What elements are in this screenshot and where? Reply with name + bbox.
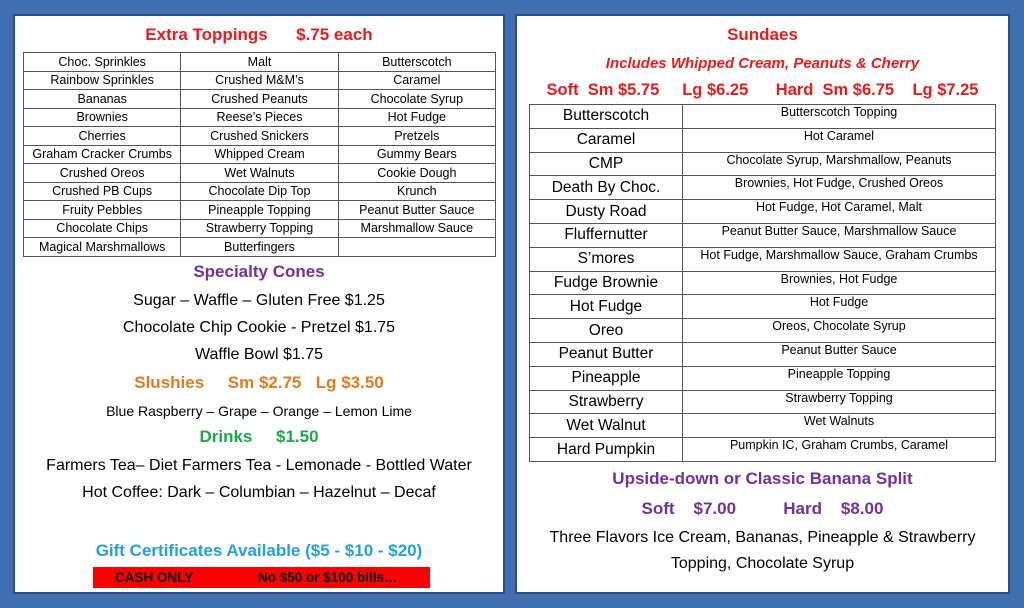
- banana-split-description: Three Flavors Ice Cream, Bananas, Pineapple & Strawberry: [549, 529, 976, 546]
- topping-cell: Pretzels: [338, 127, 495, 146]
- banana-split-description: Topping, Chocolate Syrup: [670, 555, 855, 572]
- cones-title: Specialty Cones: [193, 262, 325, 281]
- slushies-flavors: Blue Raspberry – Grape – Orange – Lemon Lime: [106, 403, 412, 419]
- cash-only-banner: [93, 567, 430, 588]
- table-row: [530, 247, 996, 271]
- topping-cell: Butterscotch: [338, 53, 495, 72]
- table-row: [530, 342, 996, 366]
- table-row: [530, 105, 996, 129]
- sundae-description: Chocolate Syrup, Marshmallow, Peanuts: [683, 152, 996, 176]
- table-row: [530, 366, 996, 390]
- banana-split-title: Upside-down or Classic Banana Split: [612, 469, 913, 488]
- hard-large-price: Lg $7.25: [912, 81, 979, 99]
- topping-cell: Pineapple Topping: [181, 201, 338, 220]
- left-menu-panel: [13, 14, 505, 594]
- table-row: [24, 219, 496, 238]
- topping-cell: Choc. Sprinkles: [24, 53, 181, 72]
- sundae-description: Pumpkin IC, Graham Crumbs, Caramel: [683, 438, 996, 462]
- no-large-bills-label: No $50 or $100 bills…: [258, 570, 398, 585]
- table-row: [530, 152, 996, 176]
- table-row: [24, 145, 496, 164]
- banana-split-prices: [517, 499, 1008, 519]
- topping-cell: Cherries: [24, 127, 181, 146]
- sundae-description: Peanut Butter Sauce, Marshmallow Sauce: [683, 223, 996, 247]
- sundae-description: Brownies, Hot Fudge: [683, 271, 996, 295]
- topping-cell: Brownies: [24, 108, 181, 127]
- cash-only-label: CASH ONLY: [115, 570, 194, 585]
- toppings-table: [23, 52, 496, 257]
- topping-cell: Peanut Butter Sauce: [338, 201, 495, 220]
- sundae-description: Hot Fudge, Hot Caramel, Malt: [683, 200, 996, 224]
- table-row: [24, 201, 496, 220]
- sundaes-title: Sundaes: [727, 25, 798, 44]
- drinks-title: Drinks: [199, 427, 253, 446]
- table-row: [24, 182, 496, 201]
- slushies-large-price: Lg $3.50: [315, 373, 384, 392]
- topping-cell: Crushed M&M’s: [181, 71, 338, 90]
- topping-cell: Krunch: [338, 182, 495, 201]
- sundae-name: Peanut Butter: [530, 342, 683, 366]
- sundae-description: Hot Fudge: [683, 295, 996, 319]
- sundae-name: CMP: [530, 152, 683, 176]
- right-menu-panel: [515, 14, 1010, 594]
- sundae-name: Hot Fudge: [530, 295, 683, 319]
- cones-line: Chocolate Chip Cookie - Pretzel $1.75: [122, 319, 396, 336]
- table-row: [530, 319, 996, 343]
- toppings-price: $.75 each: [296, 25, 373, 44]
- soft-small-price: Sm $5.75: [587, 81, 660, 99]
- sundae-description: Strawberry Topping: [683, 390, 996, 414]
- table-row: [24, 108, 496, 127]
- topping-cell: Chocolate Syrup: [338, 90, 495, 109]
- topping-cell: Fruity Pebbles: [24, 201, 181, 220]
- table-row: [530, 200, 996, 224]
- topping-cell: Magical Marshmallows: [24, 238, 181, 257]
- sundae-description: Oreos, Chocolate Syrup: [683, 319, 996, 343]
- topping-cell: Crushed PB Cups: [24, 182, 181, 201]
- table-row: [530, 438, 996, 462]
- table-row: [24, 53, 496, 72]
- coffee-line: Hot Coffee: Dark – Columbian – Hazelnut – Decaf: [82, 484, 436, 501]
- drinks-heading: [15, 427, 503, 447]
- sundae-description: Butterscotch Topping: [683, 105, 996, 129]
- split-soft-price: Soft $7.00: [641, 499, 737, 518]
- slushies-small-price: Sm $2.75: [227, 373, 302, 392]
- topping-cell: Chocolate Chips: [24, 219, 181, 238]
- table-row: [530, 390, 996, 414]
- table-row: [24, 164, 496, 183]
- slushies-title: Slushies: [134, 373, 205, 392]
- table-row: [24, 238, 496, 257]
- topping-cell: Bananas: [24, 90, 181, 109]
- sundae-name: Death By Choc.: [530, 176, 683, 200]
- sundae-description: Hot Fudge, Marshmallow Sauce, Graham Crumbs: [683, 247, 996, 271]
- soft-large-price: Lg $6.25: [682, 81, 749, 99]
- table-row: [530, 414, 996, 438]
- sundae-description: Pineapple Topping: [683, 366, 996, 390]
- topping-cell: Caramel: [338, 71, 495, 90]
- drinks-line: Farmers Tea– Diet Farmers Tea - Lemonade - Bottled Water: [46, 457, 472, 474]
- sundae-description: Hot Caramel: [683, 128, 996, 152]
- topping-cell: Crushed Peanuts: [181, 90, 338, 109]
- topping-cell: Whipped Cream: [181, 145, 338, 164]
- topping-cell: Reese’s Pieces: [181, 108, 338, 127]
- sundae-description: Wet Walnuts: [683, 414, 996, 438]
- toppings-title: Extra Toppings: [145, 25, 268, 44]
- toppings-heading: [15, 25, 503, 45]
- topping-cell: Cookie Dough: [338, 164, 495, 183]
- sundae-name: Strawberry: [530, 390, 683, 414]
- sundae-name: Wet Walnut: [530, 414, 683, 438]
- hard-small-price: Sm $6.75: [822, 81, 895, 99]
- soft-label: Soft: [546, 81, 579, 99]
- drinks-price: $1.50: [276, 427, 319, 446]
- table-row: [530, 176, 996, 200]
- topping-cell: Butterfingers: [181, 238, 338, 257]
- topping-cell: Gummy Bears: [338, 145, 495, 164]
- topping-cell: Graham Cracker Crumbs: [24, 145, 181, 164]
- cones-line: Sugar – Waffle – Gluten Free $1.25: [133, 292, 385, 309]
- table-row: [24, 90, 496, 109]
- sundae-name: Butterscotch: [530, 105, 683, 129]
- sundae-name: Fudge Brownie: [530, 271, 683, 295]
- table-row: [530, 223, 996, 247]
- sundae-description: Peanut Butter Sauce: [683, 342, 996, 366]
- sundae-name: S’mores: [530, 247, 683, 271]
- table-row: [530, 128, 996, 152]
- topping-cell: Marshmallow Sauce: [338, 219, 495, 238]
- sundae-prices: [517, 81, 1008, 100]
- topping-cell: Chocolate Dip Top: [181, 182, 338, 201]
- split-hard-price: Hard $8.00: [783, 499, 884, 518]
- sundae-description: Brownies, Hot Fudge, Crushed Oreos: [683, 176, 996, 200]
- table-row: [530, 295, 996, 319]
- sundae-name: Hard Pumpkin: [530, 438, 683, 462]
- topping-cell: Wet Walnuts: [181, 164, 338, 183]
- sundaes-subtitle: Includes Whipped Cream, Peanuts & Cherry: [605, 55, 920, 72]
- topping-cell: Hot Fudge: [338, 108, 495, 127]
- sundaes-table: [529, 104, 996, 462]
- sundae-name: Caramel: [530, 128, 683, 152]
- gift-certificates: Gift Certificates Available ($5 - $10 - $20): [95, 541, 423, 560]
- hard-label: Hard: [775, 81, 814, 99]
- sundae-name: Pineapple: [530, 366, 683, 390]
- topping-cell: Rainbow Sprinkles: [24, 71, 181, 90]
- topping-cell: Strawberry Topping: [181, 219, 338, 238]
- topping-cell: [338, 238, 495, 257]
- topping-cell: Crushed Oreos: [24, 164, 181, 183]
- cones-line: Waffle Bowl $1.75: [194, 346, 324, 363]
- sundae-name: Fluffernutter: [530, 223, 683, 247]
- table-row: [530, 271, 996, 295]
- slushies-heading: [15, 373, 503, 393]
- sundae-name: Dusty Road: [530, 200, 683, 224]
- topping-cell: Malt: [181, 53, 338, 72]
- table-row: [24, 127, 496, 146]
- table-row: [24, 71, 496, 90]
- topping-cell: Crushed Snickers: [181, 127, 338, 146]
- sundae-name: Oreo: [530, 319, 683, 343]
